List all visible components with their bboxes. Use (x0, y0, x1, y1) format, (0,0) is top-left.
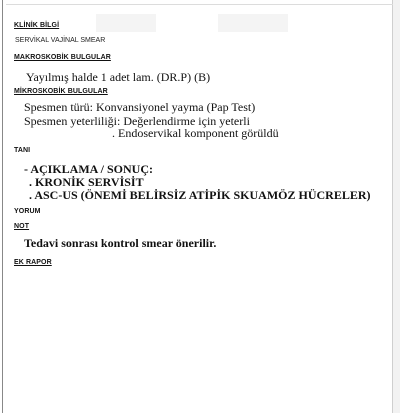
section-heading-ek-rapor: EK RAPOR (14, 259, 52, 266)
section-heading-tani: TANI (14, 147, 31, 154)
not-text: Tedavi sonrası kontrol smear önerilir. (24, 236, 217, 250)
right-border (392, 0, 393, 413)
endoservikal-line: . Endoservikal komponent görüldü (112, 126, 279, 140)
watermark-shade (96, 14, 156, 32)
spesmen-turu-line: Spesmen türü: Konvansiyonel yayma (Pap Test) (24, 100, 256, 114)
section-heading-yorum: YORUM (14, 208, 41, 215)
spesmen-yeterliligi-line: Spesmen yeterliliği: Değerlendirme için yeterli (24, 114, 250, 128)
diagnosis-asc-us: . ASC-US (ÖNEMİ BELİRSİZ ATİPİK SKUAMÖZ HÜCRELER) (29, 188, 371, 202)
section-heading-mikroskobik: MİKROSKOBİK BULGULAR (14, 88, 108, 95)
section-heading-makroskobik: MAKROSKOBİK BULGULAR (14, 54, 111, 61)
left-border (2, 0, 3, 413)
watermark-shade (218, 14, 288, 32)
klinik-bilgi-text: SERVİKAL VAJİNAL SMEAR (15, 37, 106, 44)
aciklama-sonuc-line: - AÇIKLAMA / SONUÇ: (24, 162, 154, 176)
diagnosis-kronik-servisit: . KRONİK SERVİSİT (29, 175, 144, 189)
section-heading-not: NOT (14, 223, 30, 230)
makroskobik-text: Yayılmış halde 1 adet lam. (DR.P) (B) (26, 70, 211, 84)
top-divider (6, 4, 393, 5)
section-heading-klinik-bilgi: KLİNİK BİLGİ (14, 22, 60, 29)
